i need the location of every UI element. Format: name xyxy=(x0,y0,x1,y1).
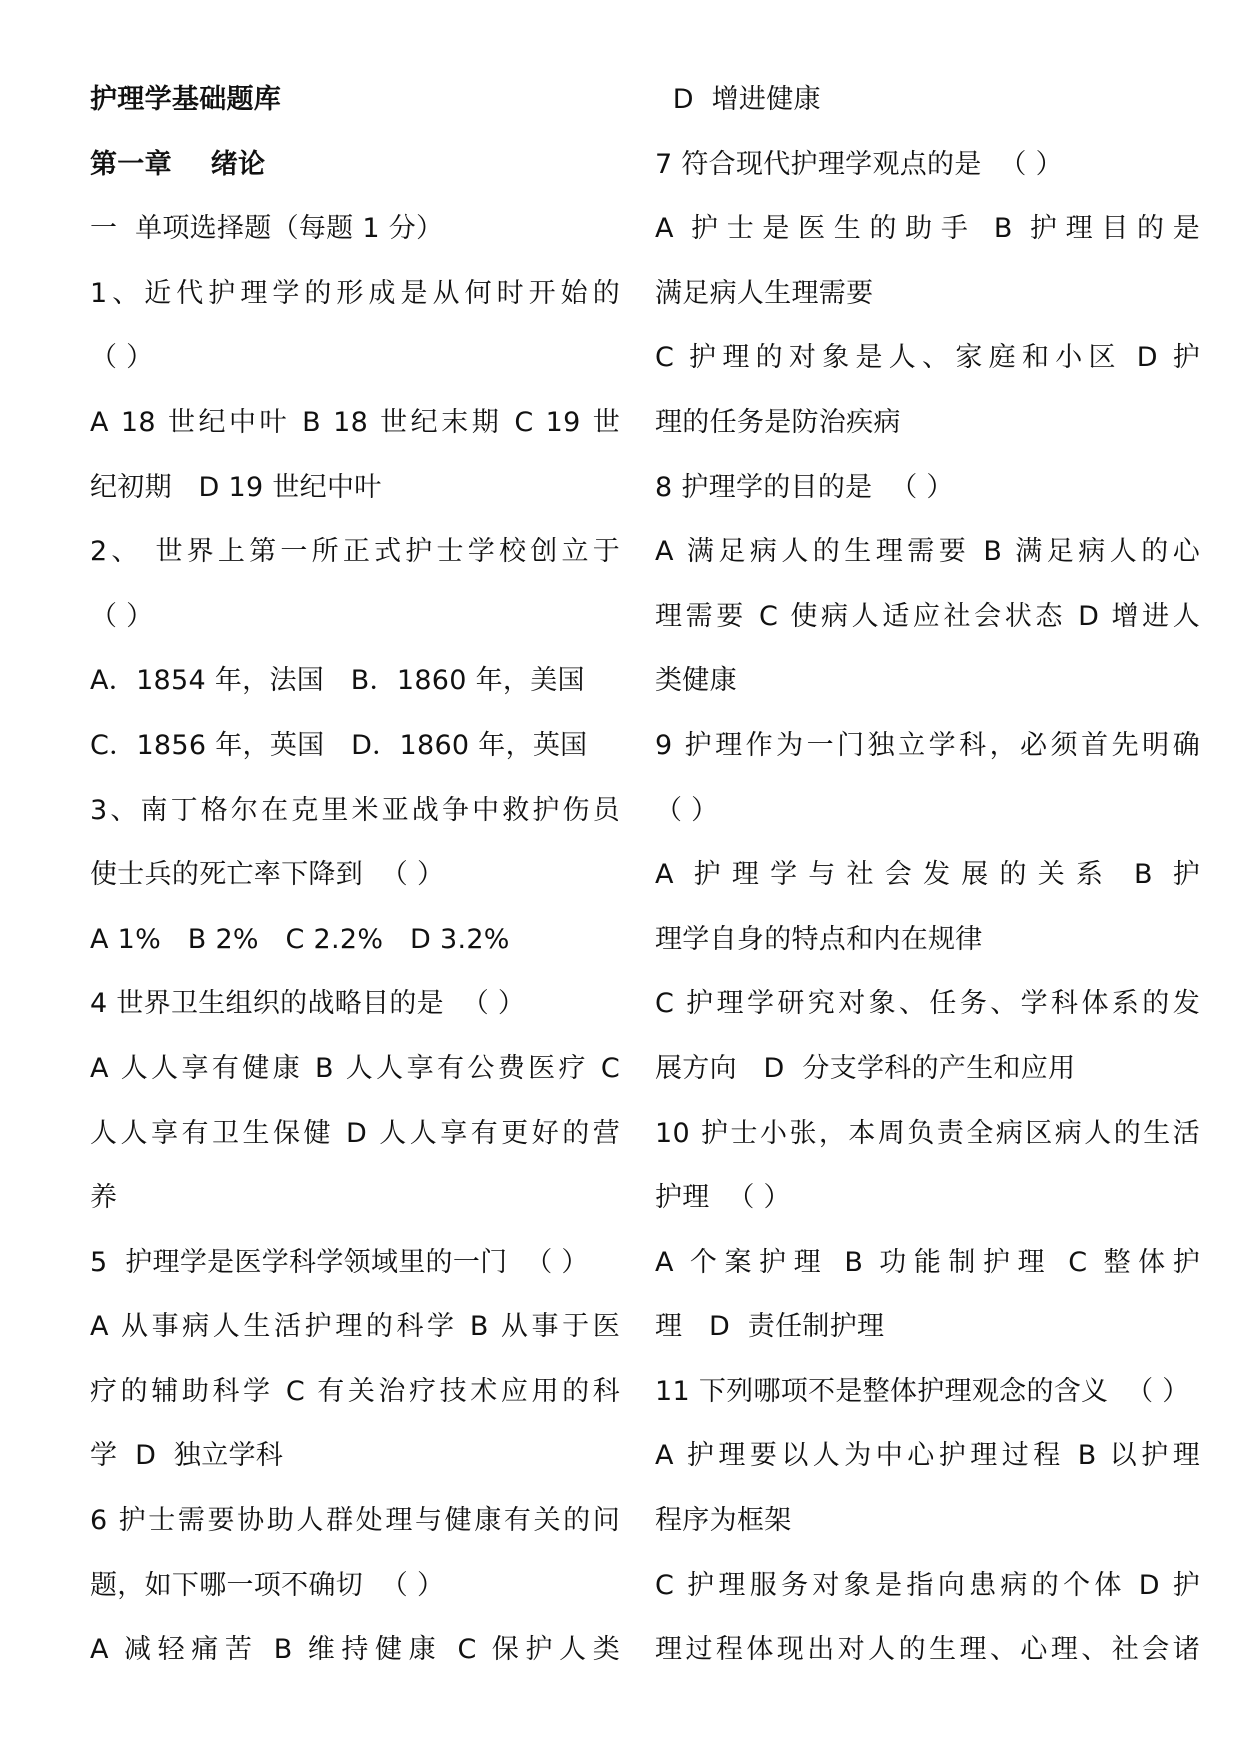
right-column-text-line: 9 护理作为一门独立学科，必须首先明确 xyxy=(655,729,1200,761)
left-column-text-line: （ ） xyxy=(90,600,154,632)
right-column-text-line: 理的任务是防治疾病 xyxy=(655,406,901,438)
left-column-text-line: 4 世界卫生组织的战略目的是 （ ） xyxy=(90,988,526,1020)
left-column xyxy=(90,68,620,1683)
right-column-text-line: A 个案护理 B 功能制护理 C 整体护 xyxy=(655,1246,1200,1278)
left-column-text-line: 养 xyxy=(90,1182,118,1214)
right-column-text-line: A 满足病人的生理需要 B 满足病人的心 xyxy=(655,536,1200,568)
right-column-text-line: 理过程体现出对人的生理、心理、社会诸 xyxy=(655,1634,1200,1666)
right-column-text-line: 程序为框架 xyxy=(655,1505,792,1537)
right-column-text-line: 7 符合现代护理学观点的是 （ ） xyxy=(655,148,1063,180)
left-column-text-line: 6 护士需要协助人群处理与健康有关的问 xyxy=(90,1505,620,1537)
left-column-text-line: 一 单项选择题（每题 1 分） xyxy=(90,213,444,245)
right-column-text-line: 11 下列哪项不是整体护理观念的含义 （ ） xyxy=(655,1375,1190,1407)
left-column-text-line: 人人享有卫生保健 D 人人享有更好的营 xyxy=(90,1117,620,1149)
right-column-text-line: 理学自身的特点和内在规律 xyxy=(655,923,983,955)
right-column-text-line: 理需要 C 使病人适应社会状态 D 增进人 xyxy=(655,600,1200,632)
right-column-text-line: 类健康 xyxy=(655,665,737,697)
right-column-text-line: C 护理服务对象是指向患病的个体 D 护 xyxy=(655,1569,1200,1601)
left-column-text-line: 护理学基础题库 xyxy=(90,84,282,115)
left-column-text-line: A 人人享有健康 B 人人享有公费医疗 C xyxy=(90,1052,620,1084)
left-column-text-line: 5 护理学是医学科学领域里的一门 （ ） xyxy=(90,1246,589,1278)
left-column-text-line: 疗的辅助科学 C 有关治疗技术应用的科 xyxy=(90,1375,620,1407)
left-column-text-line: A 18 世纪中叶 B 18 世纪末期 C 19 世 xyxy=(90,406,620,438)
right-column-text-line: 护理 （ ） xyxy=(655,1182,791,1214)
left-column-text-line: 纪初期 D 19 世纪中叶 xyxy=(90,471,382,503)
right-column-text-line: 8 护理学的目的是 （ ） xyxy=(655,471,954,503)
right-column-text-line: D 增进健康 xyxy=(655,84,821,115)
left-column-text-line: 使士兵的死亡率下降到 （ ） xyxy=(90,859,445,891)
right-column-text-line: 展方向 D 分支学科的产生和应用 xyxy=(655,1052,1076,1084)
left-column-text-line: A 从事病人生活护理的科学 B 从事于医 xyxy=(90,1311,620,1343)
right-column-text-line: C 护理的对象是人、家庭和小区 D 护 xyxy=(655,342,1200,374)
right-column-text-line: A 护理要以人为中心护理过程 B 以护理 xyxy=(655,1440,1200,1472)
left-column-text-line: A 减轻痛苦 B 维持健康 C 保护人类 xyxy=(90,1634,620,1666)
right-column xyxy=(655,68,1200,1683)
right-column-text-line: A 护士是医生的助手 B 护理目的是 xyxy=(655,213,1200,245)
left-column-text-line: 3、南丁格尔在克里米亚战争中救护伤员 xyxy=(90,794,620,826)
left-column-text-line: 第一章 绪论 xyxy=(90,148,266,180)
left-column-text-line: 2、 世界上第一所正式护士学校创立于 xyxy=(90,536,620,568)
right-column-text-line: A 护理学与社会发展的关系 B 护 xyxy=(655,859,1200,891)
left-column-text-line: 题，如下哪一项不确切 （ ） xyxy=(90,1569,445,1601)
left-column-text-line: 学 D 独立学科 xyxy=(90,1440,284,1472)
left-column-text-line: C．1856 年，英国 D．1860 年，英国 xyxy=(90,729,588,761)
left-column-text-line: 1、近代护理学的形成是从何时开始的 xyxy=(90,277,620,309)
right-column-text-line: 理 D 责任制护理 xyxy=(655,1311,885,1343)
left-column-text-line: （ ） xyxy=(90,342,154,374)
right-column-text-line: C 护理学研究对象、任务、学科体系的发 xyxy=(655,988,1200,1020)
left-column-text-line: A．1854 年，法国 B．1860 年，美国 xyxy=(90,665,585,697)
right-column-text-line: （ ） xyxy=(655,794,719,826)
right-column-text-line: 10 护士小张，本周负责全病区病人的生活 xyxy=(655,1117,1200,1149)
right-column-text-line: 满足病人生理需要 xyxy=(655,277,874,309)
left-column-text-line: A 1% B 2% C 2.2% D 3.2% xyxy=(90,923,510,955)
